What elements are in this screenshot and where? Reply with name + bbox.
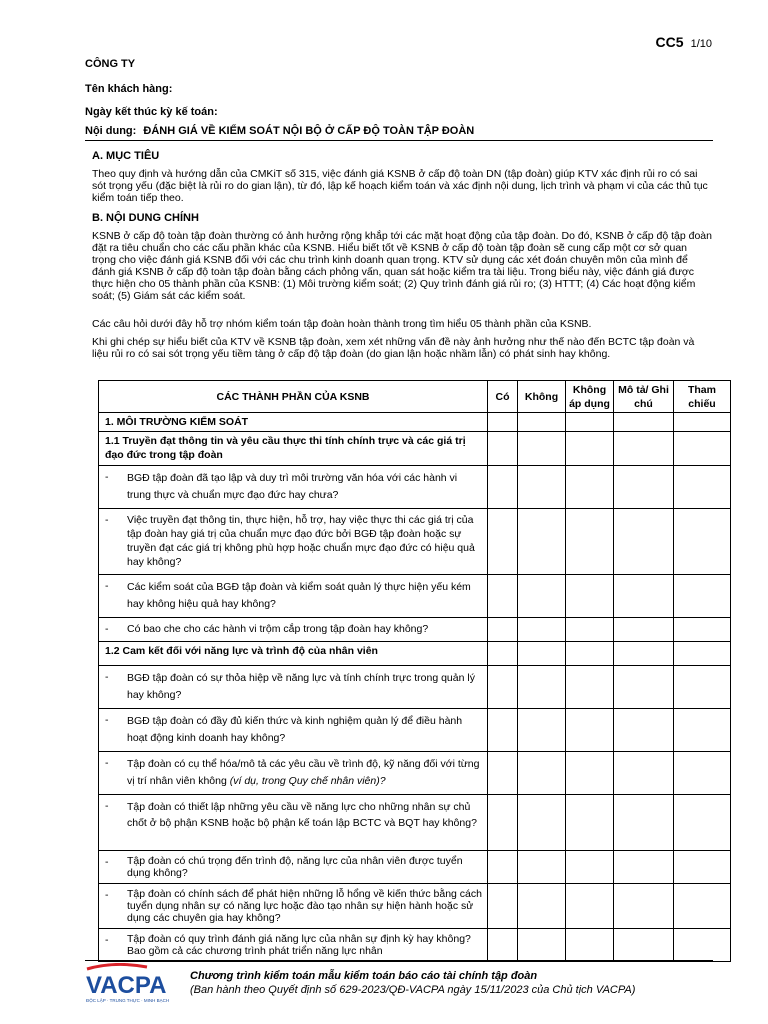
answer-co-cell[interactable]	[488, 666, 518, 709]
answer-co-cell[interactable]	[488, 466, 518, 509]
answer-khong-cell[interactable]	[518, 929, 566, 962]
answer-khong-cell[interactable]	[518, 466, 566, 509]
note-cell[interactable]	[614, 618, 674, 642]
note-cell[interactable]	[614, 642, 674, 666]
answer-khong-cell[interactable]	[518, 795, 566, 851]
logo-tagline: ĐỘC LẬP · TRUNG THỰC · MINH BẠCH	[86, 998, 170, 1003]
answer-khong-cell[interactable]	[518, 642, 566, 666]
logo-wordmark: VACPA	[86, 972, 167, 999]
answer-co-cell[interactable]	[488, 851, 518, 884]
answer-co-cell[interactable]	[488, 642, 518, 666]
table-row	[99, 884, 731, 929]
logo-swoosh	[87, 964, 147, 969]
answer-khong-cell[interactable]	[518, 666, 566, 709]
footer-title: Chương trình kiểm toán mẫu kiểm toán báo cáo tài chính tập đoàn	[190, 970, 538, 982]
reference-cell[interactable]	[674, 432, 731, 466]
answer-co-cell[interactable]	[488, 884, 518, 929]
bullet-dash: -	[105, 580, 109, 592]
note-cell[interactable]	[614, 929, 674, 962]
reference-cell[interactable]	[674, 618, 731, 642]
answer-na-cell[interactable]	[566, 413, 614, 432]
note-cell[interactable]	[614, 432, 674, 466]
header-mo-ta: Mô tả/ Ghi chú	[614, 381, 674, 413]
client-label: Tên khách hàng:	[85, 83, 173, 95]
content-line	[85, 125, 474, 138]
period-end-label: Ngày kết thúc kỳ kế toán:	[85, 106, 218, 118]
reference-cell[interactable]	[674, 929, 731, 962]
answer-na-cell[interactable]	[566, 466, 614, 509]
section-b-title: B. NỘI DUNG CHÍNH	[92, 212, 199, 224]
reference-cell[interactable]	[674, 884, 731, 929]
answer-co-cell[interactable]	[488, 929, 518, 962]
bullet-dash: -	[105, 714, 109, 726]
note-cell[interactable]	[614, 466, 674, 509]
table-row	[99, 509, 731, 575]
question-text: Tập đoàn có chính sách để phát hiện những lỗ hổng về kiến thức bằng cách tuyển dụng nhân sự có năng lực hoặc đào tạo nhân sự hiện hành hoặc sử dụng các chuyên gia hay không?	[127, 888, 482, 924]
answer-khong-cell[interactable]	[518, 618, 566, 642]
page-number: 1/10	[690, 38, 712, 50]
answer-na-cell[interactable]	[566, 575, 614, 618]
question-text-wrapper	[127, 756, 483, 790]
answer-khong-cell[interactable]	[518, 509, 566, 575]
reference-cell[interactable]	[674, 642, 731, 666]
table-row	[99, 795, 731, 851]
reference-cell[interactable]	[674, 466, 731, 509]
answer-co-cell[interactable]	[488, 752, 518, 795]
table-row	[99, 752, 731, 795]
reference-cell[interactable]	[674, 795, 731, 851]
section-a-title: A. MỤC TIÊU	[92, 150, 160, 162]
bullet-dash: -	[105, 856, 109, 868]
answer-khong-cell[interactable]	[518, 851, 566, 884]
question-text: Tập đoàn có thiết lập những yêu cầu về năng lực cho những nhân sự chủ chốt ở bộ phận KSNB hoặc bộ phận kế toán lập BCTC và BQT hay không?	[127, 801, 477, 829]
note-cell[interactable]	[614, 851, 674, 884]
company-label: CÔNG TY	[85, 58, 136, 70]
bullet-dash: -	[105, 757, 109, 769]
reference-cell[interactable]	[674, 666, 731, 709]
header-tham-chieu: Tham chiếu	[674, 381, 731, 413]
table-row	[99, 851, 731, 884]
document-code-label: CC5	[655, 34, 684, 50]
subsection-row	[99, 642, 731, 666]
document-code	[656, 36, 713, 51]
bullet-dash: -	[105, 623, 109, 635]
answer-na-cell[interactable]	[566, 642, 614, 666]
bullet-dash: -	[105, 514, 109, 526]
section-a-text: Theo quy định và hướng dẫn của CMKiT số 315, việc đánh giá KSNB ở cấp độ toàn DN (tập đoàn) giúp KTV xác định rủi ro có sai sót trọng yếu (đặc biệt là rủi ro do gian lận), từ đó, lập kế hoạch kiểm toán và xác định nội dung, lịch trình và phạm vi của các thủ tục kiểm toán tiếp theo.	[92, 168, 708, 204]
answer-khong-cell[interactable]	[518, 709, 566, 752]
reference-cell[interactable]	[674, 575, 731, 618]
reference-cell[interactable]	[674, 752, 731, 795]
reference-cell[interactable]	[674, 851, 731, 884]
answer-na-cell[interactable]	[566, 618, 614, 642]
header-khong-ap-dung: Không áp dụng	[566, 381, 614, 413]
answer-na-cell[interactable]	[566, 884, 614, 929]
note-cell[interactable]	[614, 795, 674, 851]
section-b-paragraph-2: Các câu hỏi dưới đây hỗ trợ nhóm kiểm toán tập đoàn hoàn thành trong tìm hiểu 05 thành phần của KSNB.	[92, 318, 592, 330]
bullet-dash: -	[105, 934, 109, 946]
footer-subtitle: (Ban hành theo Quyết định số 629-2023/QĐ-VACPA ngày 15/11/2023 của Chủ tịch VACPA)	[190, 984, 636, 996]
answer-co-cell[interactable]	[488, 709, 518, 752]
note-cell[interactable]	[614, 884, 674, 929]
bullet-dash: -	[105, 471, 109, 483]
subsection-row	[99, 432, 731, 466]
answer-khong-cell[interactable]	[518, 884, 566, 929]
header-divider	[85, 140, 713, 141]
question-text: BGĐ tập đoàn có sự thỏa hiệp về năng lực và tính chính trực trong quản lý hay không?	[127, 672, 475, 701]
table-header-row	[99, 381, 731, 413]
section-b-paragraph-1: KSNB ở cấp độ toàn tập đoàn thường có ảnh hưởng rộng khắp tới các mặt hoạt động của tập đoàn. Do đó, KSNB ở cấp độ tập đoàn đặt ra tiêu chuẩn cho các cấu phần khác của KSNB. Hiểu biết tốt về KSNB ở cấp độ toàn tập đoàn sẽ cung cấp một cơ sở quan trọng cho việc đánh giá KSNB đối với các chu trình kinh doanh quan trọng. KTV sử dụng các xét đoán chuyên môn của mình để đánh giá KSNB ở cấp độ toàn tập đoàn bằng cách phỏng vấn, quan sát hoặc kiểm tra tài liệu. Trong biểu này, việc đánh giá được thực hiện cho 05 thành phần của KSNB: (1) Môi trường kiểm soát; (2) Quy trình đánh giá rủi ro; (3) HTTT; (4) Các hoạt động kiểm soát; (5) Giám sát các kiểm soát.	[92, 230, 712, 302]
note-cell[interactable]	[614, 509, 674, 575]
answer-na-cell[interactable]	[566, 666, 614, 709]
note-cell[interactable]	[614, 413, 674, 432]
table-row	[99, 929, 731, 962]
ksnb-checklist-table	[98, 380, 731, 962]
header-components: CÁC THÀNH PHẦN CỦA KSNB	[99, 381, 488, 413]
answer-na-cell[interactable]	[566, 851, 614, 884]
table-row	[99, 618, 731, 642]
table-row	[99, 709, 731, 752]
answer-co-cell[interactable]	[488, 413, 518, 432]
note-cell[interactable]	[614, 752, 674, 795]
answer-khong-cell[interactable]	[518, 432, 566, 466]
note-cell[interactable]	[614, 575, 674, 618]
answer-co-cell[interactable]	[488, 575, 518, 618]
reference-cell[interactable]	[674, 709, 731, 752]
answer-na-cell[interactable]	[566, 795, 614, 851]
header-co: Có	[488, 381, 518, 413]
question-text: Các kiểm soát của BGĐ tập đoàn và kiểm soát quản lý thực hiện yếu kém hay không hiệu quả hay không?	[127, 581, 471, 610]
question-text: BGĐ tập đoàn có đầy đủ kiến thức và kinh nghiệm quản lý để điều hành hoạt động kinh doanh hay không?	[127, 715, 463, 744]
content-value: ĐÁNH GIÁ VỀ KIỂM SOÁT NỘI BỘ Ở CẤP ĐỘ TOÀN TẬP ĐOÀN	[143, 125, 475, 137]
answer-na-cell[interactable]	[566, 509, 614, 575]
section-row	[99, 413, 731, 432]
subsection-1-1-title: 1.1 Truyền đạt thông tin và yêu cầu thực thi tính chính trực và các giá trị đạo đức trong tập đoàn	[99, 432, 488, 466]
subsection-1-2-title: 1.2 Cam kết đối với năng lực và trình độ của nhân viên	[99, 642, 488, 666]
answer-khong-cell[interactable]	[518, 575, 566, 618]
reference-cell[interactable]	[674, 509, 731, 575]
vacpa-logo	[85, 963, 180, 1005]
answer-na-cell[interactable]	[566, 709, 614, 752]
table-row	[99, 575, 731, 618]
bullet-dash: -	[105, 800, 109, 812]
content-label: Nội dung:	[85, 125, 137, 137]
section-1-title: 1. MÔI TRƯỜNG KIỂM SOÁT	[99, 413, 488, 432]
answer-co-cell[interactable]	[488, 795, 518, 851]
answer-na-cell[interactable]	[566, 752, 614, 795]
question-italic-note: (ví dụ, trong Quy chế nhân viên)?	[229, 775, 386, 787]
answer-co-cell[interactable]	[488, 618, 518, 642]
section-b-paragraph-3: Khi ghi chép sự hiểu biết của KTV về KSNB tập đoàn, xem xét những vấn đề này ảnh hưởng như thế nào đến BCTC tập đoàn và liệu rủi ro có sai sót trọng yếu tiềm tàng ở cấp độ tập đoàn (do gian lận hoặc nhầm lẫn) có phát sinh hay không.	[92, 336, 695, 360]
header-khong: Không	[518, 381, 566, 413]
answer-khong-cell[interactable]	[518, 413, 566, 432]
note-cell[interactable]	[614, 666, 674, 709]
answer-na-cell[interactable]	[566, 432, 614, 466]
question-text: Tập đoàn có chú trọng đến trình độ, năng lực của nhân viên được tuyển dụng không?	[127, 855, 463, 879]
question-text: Có bao che cho các hành vi trộm cắp trong tập đoàn hay không?	[127, 623, 429, 635]
note-cell[interactable]	[614, 709, 674, 752]
question-text: BGĐ tập đoàn đã tạo lập và duy trì môi trường văn hóa với các hành vi trung thực và chuẩn mực đạo đức hay chưa?	[127, 472, 458, 501]
bullet-dash: -	[105, 671, 109, 683]
reference-cell[interactable]	[674, 413, 731, 432]
table-row	[99, 466, 731, 509]
answer-na-cell[interactable]	[566, 929, 614, 962]
question-text: Tập đoàn có quy trình đánh giá năng lực của nhân sự định kỳ hay không? Bao gồm cả các chương trình phát triển năng lực nhân	[127, 933, 471, 957]
answer-khong-cell[interactable]	[518, 752, 566, 795]
answer-co-cell[interactable]	[488, 432, 518, 466]
answer-co-cell[interactable]	[488, 509, 518, 575]
table-row	[99, 666, 731, 709]
footer-divider	[85, 960, 713, 961]
question-text: Việc truyền đạt thông tin, thực hiện, hỗ trợ, hay việc thực thi các giá trị của tập đoàn hay giá trị của chuẩn mực đạo đức bởi BGĐ tập đoàn hoặc sự truyền đạt các giá trị không phù hợp hoặc chuẩn mực đạo đức có hiệu quả hay không?	[127, 514, 475, 568]
question-text: Tập đoàn có cụ thể hóa/mô tả các yêu cầu về trình độ, kỹ năng đối với từng vị trí nhân viên không	[127, 758, 480, 787]
bullet-dash: -	[105, 889, 109, 901]
